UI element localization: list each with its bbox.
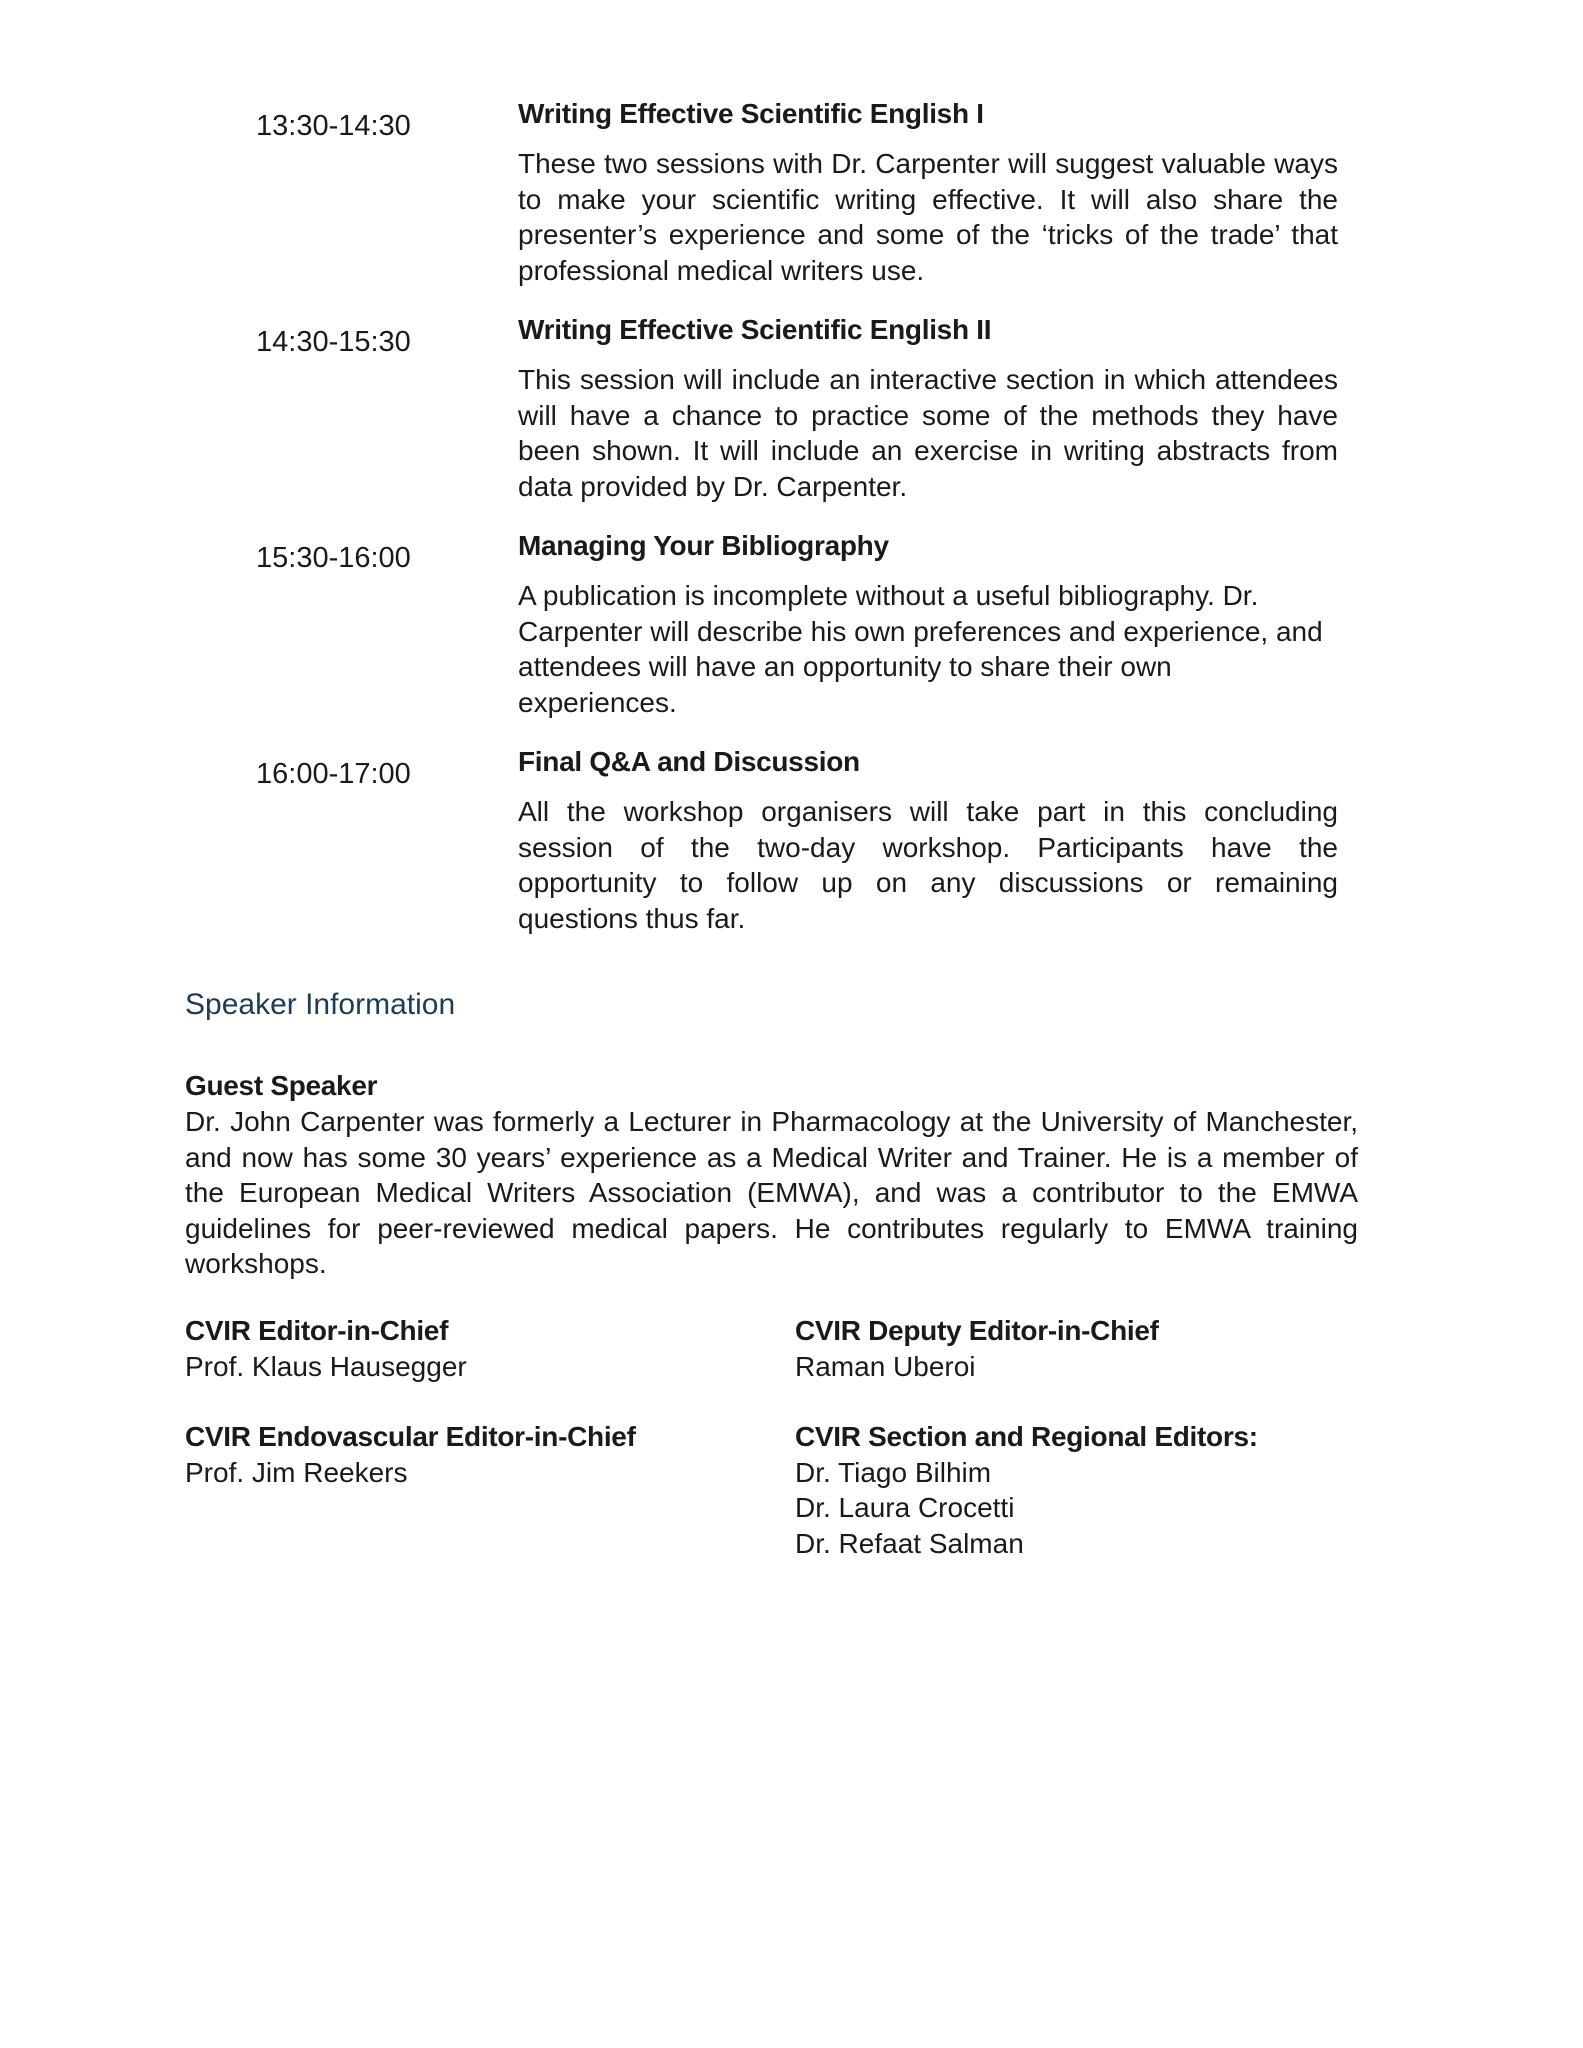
guest-speaker-section xyxy=(185,1068,1358,1282)
session-title: Managing Your Bibliography xyxy=(518,530,889,561)
session-body xyxy=(518,528,1338,720)
deputy-editor-in-chief-block xyxy=(795,1313,1358,1385)
editor-role-title: CVIR Deputy Editor-in-Chief xyxy=(795,1315,1159,1346)
schedule xyxy=(256,96,1338,960)
editor-in-chief-block xyxy=(185,1313,795,1385)
session-description: A publication is incomplete without a useful bibliography. Dr. Carpenter will describe his own preferences and experience, and attendees will have an opportunity to share their own experiences. xyxy=(518,580,1323,718)
speaker-information-heading: Speaker Information xyxy=(185,988,456,1021)
session-body xyxy=(518,744,1338,936)
editor-name: Prof. Jim Reekers xyxy=(185,1456,408,1488)
session-time: 13:30-14:30 xyxy=(256,110,411,142)
session-title: Writing Effective Scientific English II xyxy=(518,314,992,345)
session-description: These two sessions with Dr. Carpenter will suggest valuable ways to make your scientific writing effective. It will also share the presenter’s experience and some of the ‘tricks of the trade’ that professional medical writers use. xyxy=(518,148,1338,286)
editor-name: Dr. Refaat Salman xyxy=(795,1527,1024,1559)
session-title: Writing Effective Scientific English I xyxy=(518,98,984,129)
session-2 xyxy=(256,312,1338,504)
guest-speaker-title: Guest Speaker xyxy=(185,1070,378,1101)
session-description: This session will include an interactive section in which attendees will have a chance to practice some of the methods they have been shown. It will include an exercise in writing abstracts from data provided by Dr. Carpenter. xyxy=(518,364,1338,502)
session-time: 15:30-16:00 xyxy=(256,542,411,574)
session-title: Final Q&A and Discussion xyxy=(518,746,860,777)
editor-name: Dr. Tiago Bilhim xyxy=(795,1456,992,1488)
editor-name: Raman Uberoi xyxy=(795,1351,976,1382)
endovascular-editor-in-chief-block xyxy=(185,1419,795,1562)
editors-grid xyxy=(185,1313,1358,1561)
session-time: 14:30-15:30 xyxy=(256,326,411,358)
editor-role-title: CVIR Endovascular Editor-in-Chief xyxy=(185,1420,636,1452)
session-1 xyxy=(256,96,1338,288)
editor-name: Prof. Klaus Hausegger xyxy=(185,1351,467,1382)
guest-speaker-bio: Dr. John Carpenter was formerly a Lecturer in Pharmacology at the University of Manchester, and now has some 30 years’ experience as a Medical Writer and Trainer. He is a member of the European Medical Writers Association (EMWA), and was a contributor to the EMWA guidelines for peer-reviewed medical papers. He contributes regularly to EMWA training workshops. xyxy=(185,1106,1358,1279)
editor-role-title: CVIR Section and Regional Editors: xyxy=(795,1420,1258,1452)
session-time: 16:00-17:00 xyxy=(256,758,411,790)
session-body xyxy=(518,96,1338,288)
editor-role-title: CVIR Editor-in-Chief xyxy=(185,1315,449,1346)
session-3 xyxy=(256,528,1338,720)
session-description: All the workshop organisers will take part in this concluding session of the two-day workshop. Participants have the opportunity to follow up on any discussions or remaining questions thus far. xyxy=(518,796,1338,934)
section-regional-editors-block xyxy=(795,1419,1358,1562)
session-body xyxy=(518,312,1338,504)
editor-name: Dr. Laura Crocetti xyxy=(795,1492,1015,1523)
session-4 xyxy=(256,744,1338,936)
